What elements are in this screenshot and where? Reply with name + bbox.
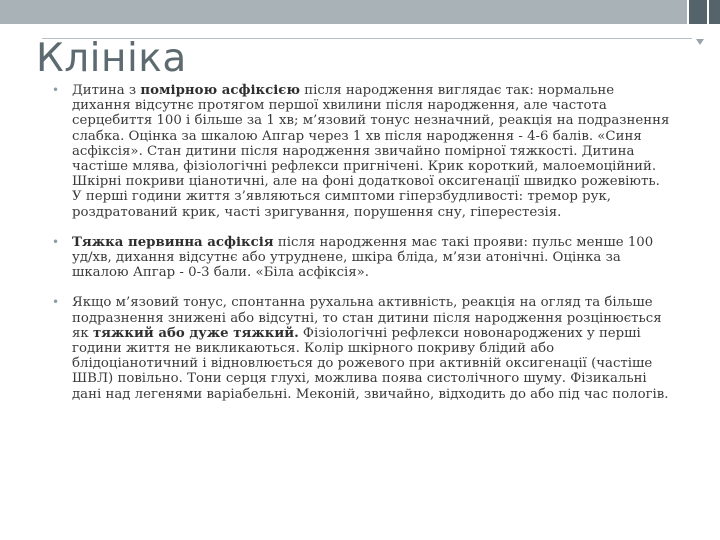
corner-triangle-icon: [696, 39, 704, 45]
paragraph-text: Якщо м’язовий тонус, спонтанна рухальна активність, реакція на огляд та більше подразнення знижені або відсутні, то стан дитини після народження розцінюється як тяжкий або дуже тяжкий. Фізіологічні рефлекси новонароджених у перші години життя не викликаються. Колір шкірного покриву блідий або блідоціанотичний і відновлюється до рожевого при активній оксигенації (частіше ШВЛ) повільно. Тони серця глухі, можлива поява систолічного шуму. Фізикальні дані над легенями варіабельні. Меконій, звичайно, відходить до або під час пологів.: [72, 295, 669, 402]
paragraph-text: Дитина з помірною асфіксією після народження виглядає так: нормальне дихання відсутнє протягом першої хвилини після народження, але частота серцебиття 100 і більше за 1 хв; м’язовий тонус незначний, реакція на подразнення слабка. Оцінка за шкалою Апгар через 1 хв після народження - 4-6 балів. «Синя асфіксія». Стан дитини після народження звичайно помірної тяжкості. Дитина частіше млява, фізіологічні рефлекси пригнічені. Крик короткий, малоемоційний. Шкірні покриви ціанотичні, але на фоні додаткової оксигенації швидко рожевіють. У перші години життя з’являються симптоми гіперзбудливості: тремор рук, роздратований крик, часті зригування, порушення сну, гіперестезія.: [72, 83, 670, 220]
bullet-paragraph: [52, 83, 672, 220]
top-bar-light-segment: [0, 0, 687, 24]
bullet-paragraph: [52, 235, 672, 281]
bullet-paragraph: [52, 295, 672, 401]
paragraph-text: Тяжка первинна асфіксія після народження має такі прояви: пульс менше 100 уд/хв, дихання відсутнє або утруднене, шкіра бліда, м’язи атонічні. Оцінка за шкалою Апгар - 0-3 бали. «Біла асфіксія».: [72, 234, 654, 281]
slide-title: Клініка: [36, 36, 187, 81]
top-decor-bar: [0, 0, 720, 24]
bullet-icon: •: [52, 234, 60, 249]
top-bar-dark-segment: [687, 0, 720, 24]
slide-body: [52, 83, 672, 417]
top-bar-divider: [687, 0, 689, 24]
top-bar-divider: [707, 0, 709, 24]
bullet-icon: •: [52, 83, 60, 97]
bullet-icon: •: [52, 295, 60, 310]
